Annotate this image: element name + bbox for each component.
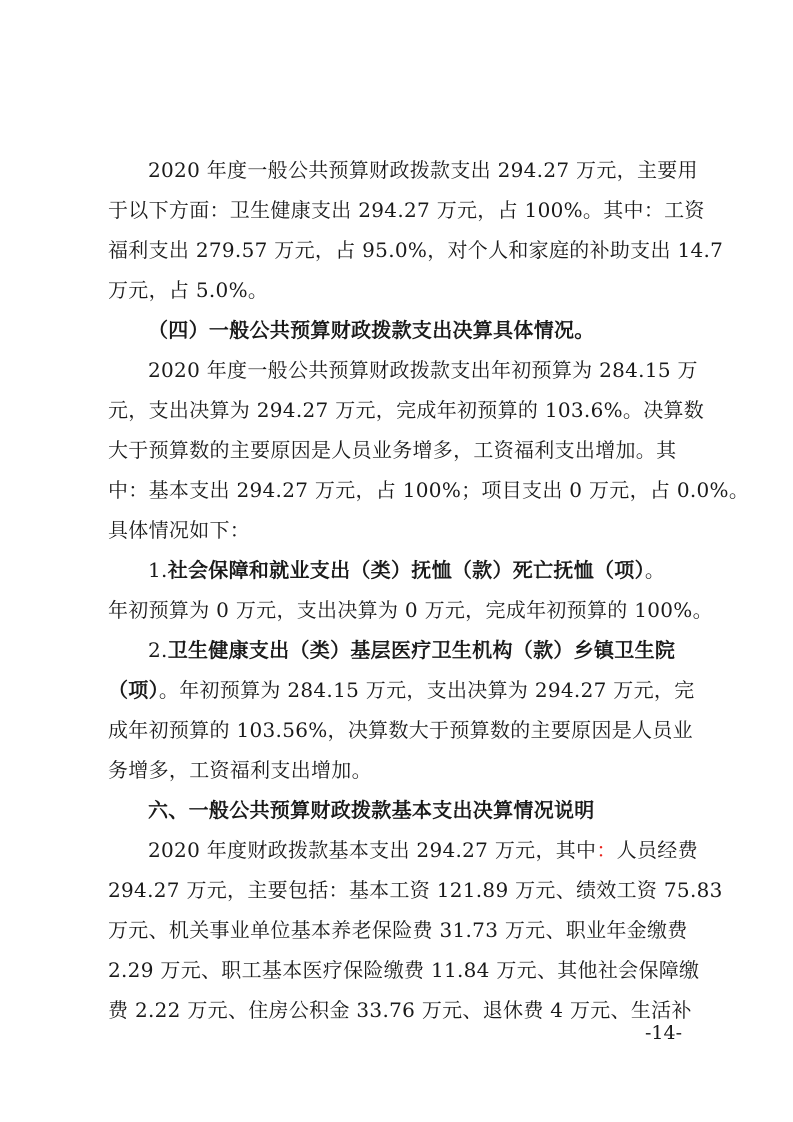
paragraph-3-line-2: 294.27 万元，主要包括：基本工资 121.89 万元、绩效工资 75.83 (108, 878, 723, 902)
paragraph-3-line-3: 万元、机关事业单位基本养老保险费 31.73 万元、职业年金缴费 (108, 918, 688, 942)
item-2-line-4: 务增多，工资福利支出增加。 (108, 758, 372, 782)
paragraph-2-line-2: 元，支出决算为 294.27 万元，完成年初预算的 103.6%。决算数 (108, 398, 705, 422)
paragraph-1-line-2: 于以下方面：卫生健康支出 294.27 万元，占 100%。其中：工资 (108, 198, 705, 222)
section-heading-4: （四）一般公共预算财政拨款支出决算具体情况。 (148, 318, 595, 342)
section-heading-6: 六、一般公共预算财政拨款基本支出决算情况说明 (148, 798, 595, 822)
paragraph-1-line-4: 万元，占 5.0%。 (108, 278, 269, 302)
item-1-title: 社会保障和就业支出（类）抚恤（款）死亡抚恤（项） (167, 558, 645, 582)
item-1-line-2: 年初预算为 0 万元，支出决算为 0 万元，完成年初预算的 100%。 (108, 598, 713, 622)
page-number: -14- (645, 1022, 683, 1044)
item-2-tail: 。年初预算为 284.15 万元，支出决算为 294.27 万元，完 (158, 678, 695, 702)
paragraph-1-line-1: 2020 年度一般公共预算财政拨款支出 294.27 万元，主要用 (148, 158, 698, 182)
paragraph-3-red-colon: ： (596, 838, 617, 862)
item-2-line-2 (108, 670, 695, 710)
item-2-number: 2. (148, 638, 168, 662)
paragraph-3-line-5: 费 2.22 万元、住房公积金 33.76 万元、退休费 4 万元、生活补 (108, 998, 692, 1022)
item-2-line-3: 成年初预算的 103.56%，决算数大于预算数的主要原因是人员业 (108, 718, 693, 742)
paragraph-2-line-5: 具体情况如下： (108, 518, 251, 542)
paragraph-3-pre: 2020 年度财政拨款基本支出 294.27 万元，其中 (148, 838, 597, 862)
paragraph-3-line-4: 2.29 万元、职工基本医疗保险缴费 11.84 万元、其他社会保障缴 (108, 958, 700, 982)
paragraph-1-line-3: 福利支出 279.57 万元，占 95.0%，对个人和家庭的补助支出 14.7 (108, 238, 724, 262)
paragraph-3-line-1 (148, 830, 698, 870)
paragraph-3-post: 人员经费 (616, 838, 698, 862)
item-2-title: 卫生健康支出（类）基层医疗卫生机构（款）乡镇卫生院 (167, 638, 676, 662)
item-2-line-1 (148, 630, 675, 670)
item-1-line-1 (148, 550, 665, 590)
paragraph-2-line-1: 2020 年度一般公共预算财政拨款支出年初预算为 284.15 万 (148, 358, 698, 382)
item-2-title-cont: （项） (108, 678, 159, 702)
paragraph-2-line-4: 中：基本支出 294.27 万元，占 100%；项目支出 0 万元，占 0.0%。 (108, 478, 750, 502)
paragraph-2-line-3: 大于预算数的主要原因是人员业务增多，工资福利支出增加。其 (108, 438, 677, 462)
item-1-number: 1. (148, 558, 168, 582)
item-1-tail: 。 (644, 558, 666, 582)
